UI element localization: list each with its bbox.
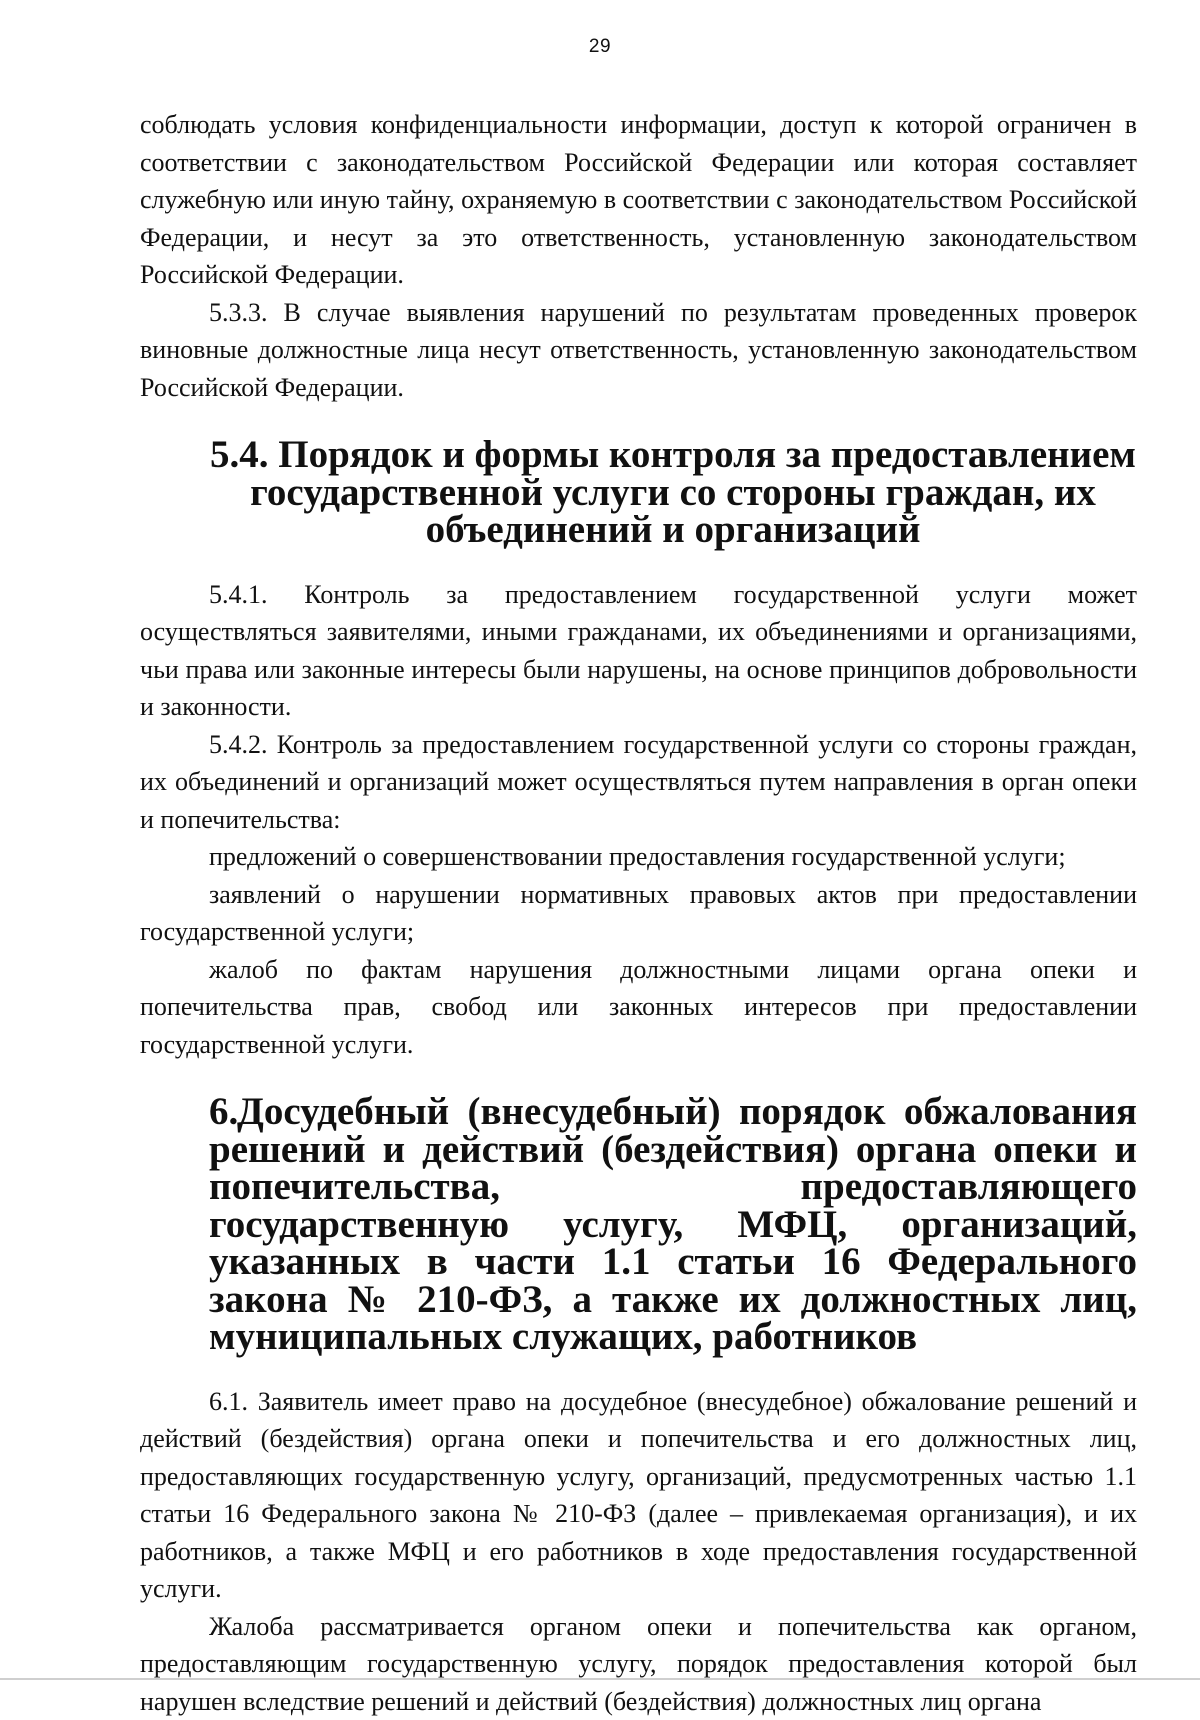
- list-item-statements: заявлений о нарушении нормативных правовых актов при предоставлении государственной услуги;: [140, 876, 1137, 951]
- document-body: [140, 106, 1137, 1720]
- list-item-proposals: предложений о совершенствовании предоставления государственной услуги;: [140, 838, 1137, 876]
- paragraph-complaint-review: Жалоба рассматривается органом опеки и попечительства как органом, предоставляющим государственную услугу, порядок предоставления которой был нарушен вследствие решений и действий (бездействия) должностных лиц органа: [140, 1608, 1137, 1720]
- section-heading-6-number: 6.: [209, 1093, 237, 1131]
- paragraph-confidentiality: соблюдать условия конфиденциальности информации, доступ к которой ограничен в соответствии с законодательством Российской Федерации или которая составляет служебную или иную тайну, охраняемую в соответствии с законодательством Российской Федерации, и несут за это ответственность, установленную законодательством Российской Федерации.: [140, 106, 1137, 294]
- section-heading-6-text: Досудебный (внесудебный) порядок обжалования решений и действий (бездействия) органа опеки и попечительства, предоставляющего государственную услугу, МФЦ, организаций, указанных в части 1.1 статьи 16 Федерального закона № 210-ФЗ, а также их должностных лиц, муниципальных служащих, работников: [209, 1090, 1137, 1358]
- list-item-complaints: жалоб по фактам нарушения должностными лицами органа опеки и попечительства прав, свобод или законных интересов при предоставлении государственной услуги.: [140, 951, 1137, 1064]
- section-heading-5-4: 5.4. Порядок и формы контроля за предоставлением государственной услуги со стороны граждан, их объединений и организаций: [140, 436, 1137, 549]
- page-number: 29: [0, 36, 1200, 58]
- paragraph-6-1: 6.1. Заявитель имеет право на досудебное (внесудебное) обжалование решений и действий (бездействия) органа опеки и попечительства и его должностных лиц, предоставляющих государственную услугу, организаций, предусмотренных частью 1.1 статьи 16 Федерального закона № 210-ФЗ (далее – привлекаемая организация), и их работников, а также МФЦ и его работников в ходе предоставления государственной услуги.: [140, 1383, 1137, 1608]
- paragraph-5-3-3: 5.3.3. В случае выявления нарушений по результатам проведенных проверок виновные должностные лица несут ответственность, установленную законодательством Российской Федерации.: [140, 294, 1137, 407]
- paragraph-5-4-1: 5.4.1. Контроль за предоставлением государственной услуги может осуществляться заявителями, иными гражданами, их объединениями и организациями, чьи права или законные интересы были нарушены, на основе принципов добровольности и законности.: [140, 576, 1137, 726]
- paragraph-5-4-2: 5.4.2. Контроль за предоставлением государственной услуги со стороны граждан, их объединений и организаций может осуществляться путем направления в орган опеки и попечительства:: [140, 726, 1137, 839]
- page-bottom-edge: [0, 1678, 1200, 1680]
- section-heading-6: [140, 1093, 1137, 1356]
